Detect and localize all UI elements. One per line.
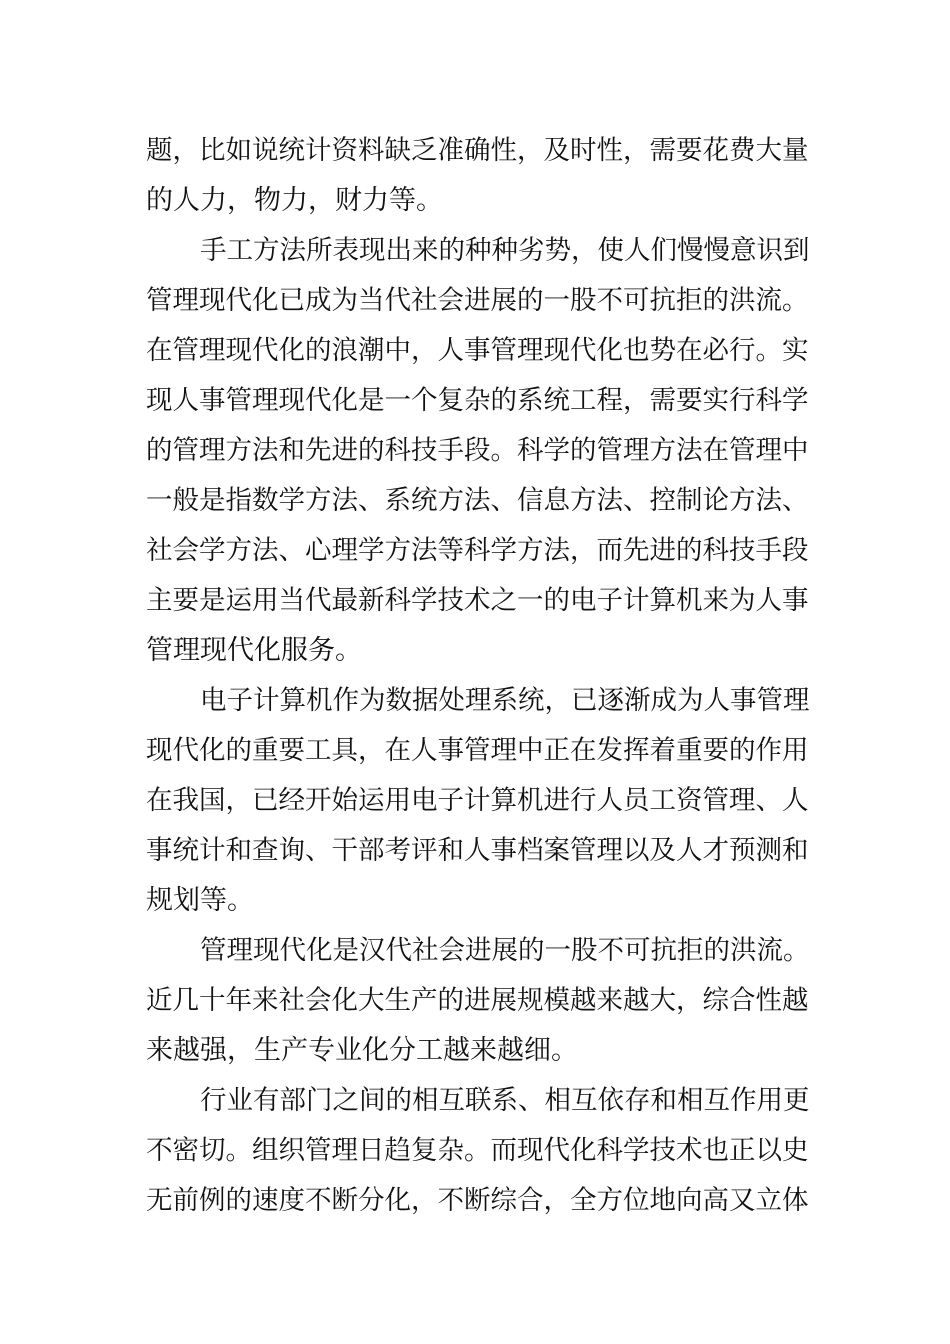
text-line: 社会学方法、心理学方法等科学方法，而先进的科技手段: [146, 535, 809, 566]
paragraph-start-line: 行业有部门之间的相互联系、相互依存和相互作用更: [200, 1085, 810, 1116]
text-line: 无前例的速度不断分化，不断综合，全方位地向高又立体: [146, 1185, 809, 1216]
text-line: 来越强，生产专业化分工越来越细。: [146, 1035, 578, 1066]
text-line: 不密切。组织管理日趋复杂。而现代化科学技术也正以史: [146, 1135, 809, 1166]
text-line: 管理现代化服务。: [146, 635, 362, 666]
text-line: 管理现代化已成为当代社会进展的一股不可抗拒的洪流。: [146, 285, 809, 316]
text-line: 在管理现代化的浪潮中，人事管理现代化也势在必行。实: [146, 335, 809, 366]
paragraph-start-line: 电子计算机作为数据处理系统，已逐渐成为人事管理: [200, 685, 810, 716]
text-line: 一般是指数学方法、系统方法、信息方法、控制论方法、: [146, 485, 809, 516]
paragraph-start-line: 手工方法所表现出来的种种劣势，使人们慢慢意识到: [200, 235, 810, 266]
text-line: 题，比如说统计资料缺乏准确性，及时性，需要花费大量: [146, 135, 809, 166]
text-line: 主要是运用当代最新科学技术之一的电子计算机来为人事: [146, 585, 809, 616]
paragraph-start-line: 管理现代化是汉代社会进展的一股不可抗拒的洪流。: [200, 935, 810, 966]
text-line: 事统计和查询、干部考评和人事档案管理以及人才预测和: [146, 835, 809, 866]
text-line: 规划等。: [146, 885, 254, 916]
text-line: 在我国，已经开始运用电子计算机进行人员工资管理、人: [146, 785, 809, 816]
text-line: 近几十年来社会化大生产的进展规模越来越大，综合性越: [146, 985, 809, 1016]
text-line: 的人力，物力，财力等。: [146, 185, 443, 216]
text-line: 现人事管理现代化是一个复杂的系统工程，需要实行科学: [146, 385, 809, 416]
text-line: 的管理方法和先进的科技手段。科学的管理方法在管理中: [146, 435, 809, 466]
text-line: 现代化的重要工具，在人事管理中正在发挥着重要的作用: [146, 735, 809, 766]
